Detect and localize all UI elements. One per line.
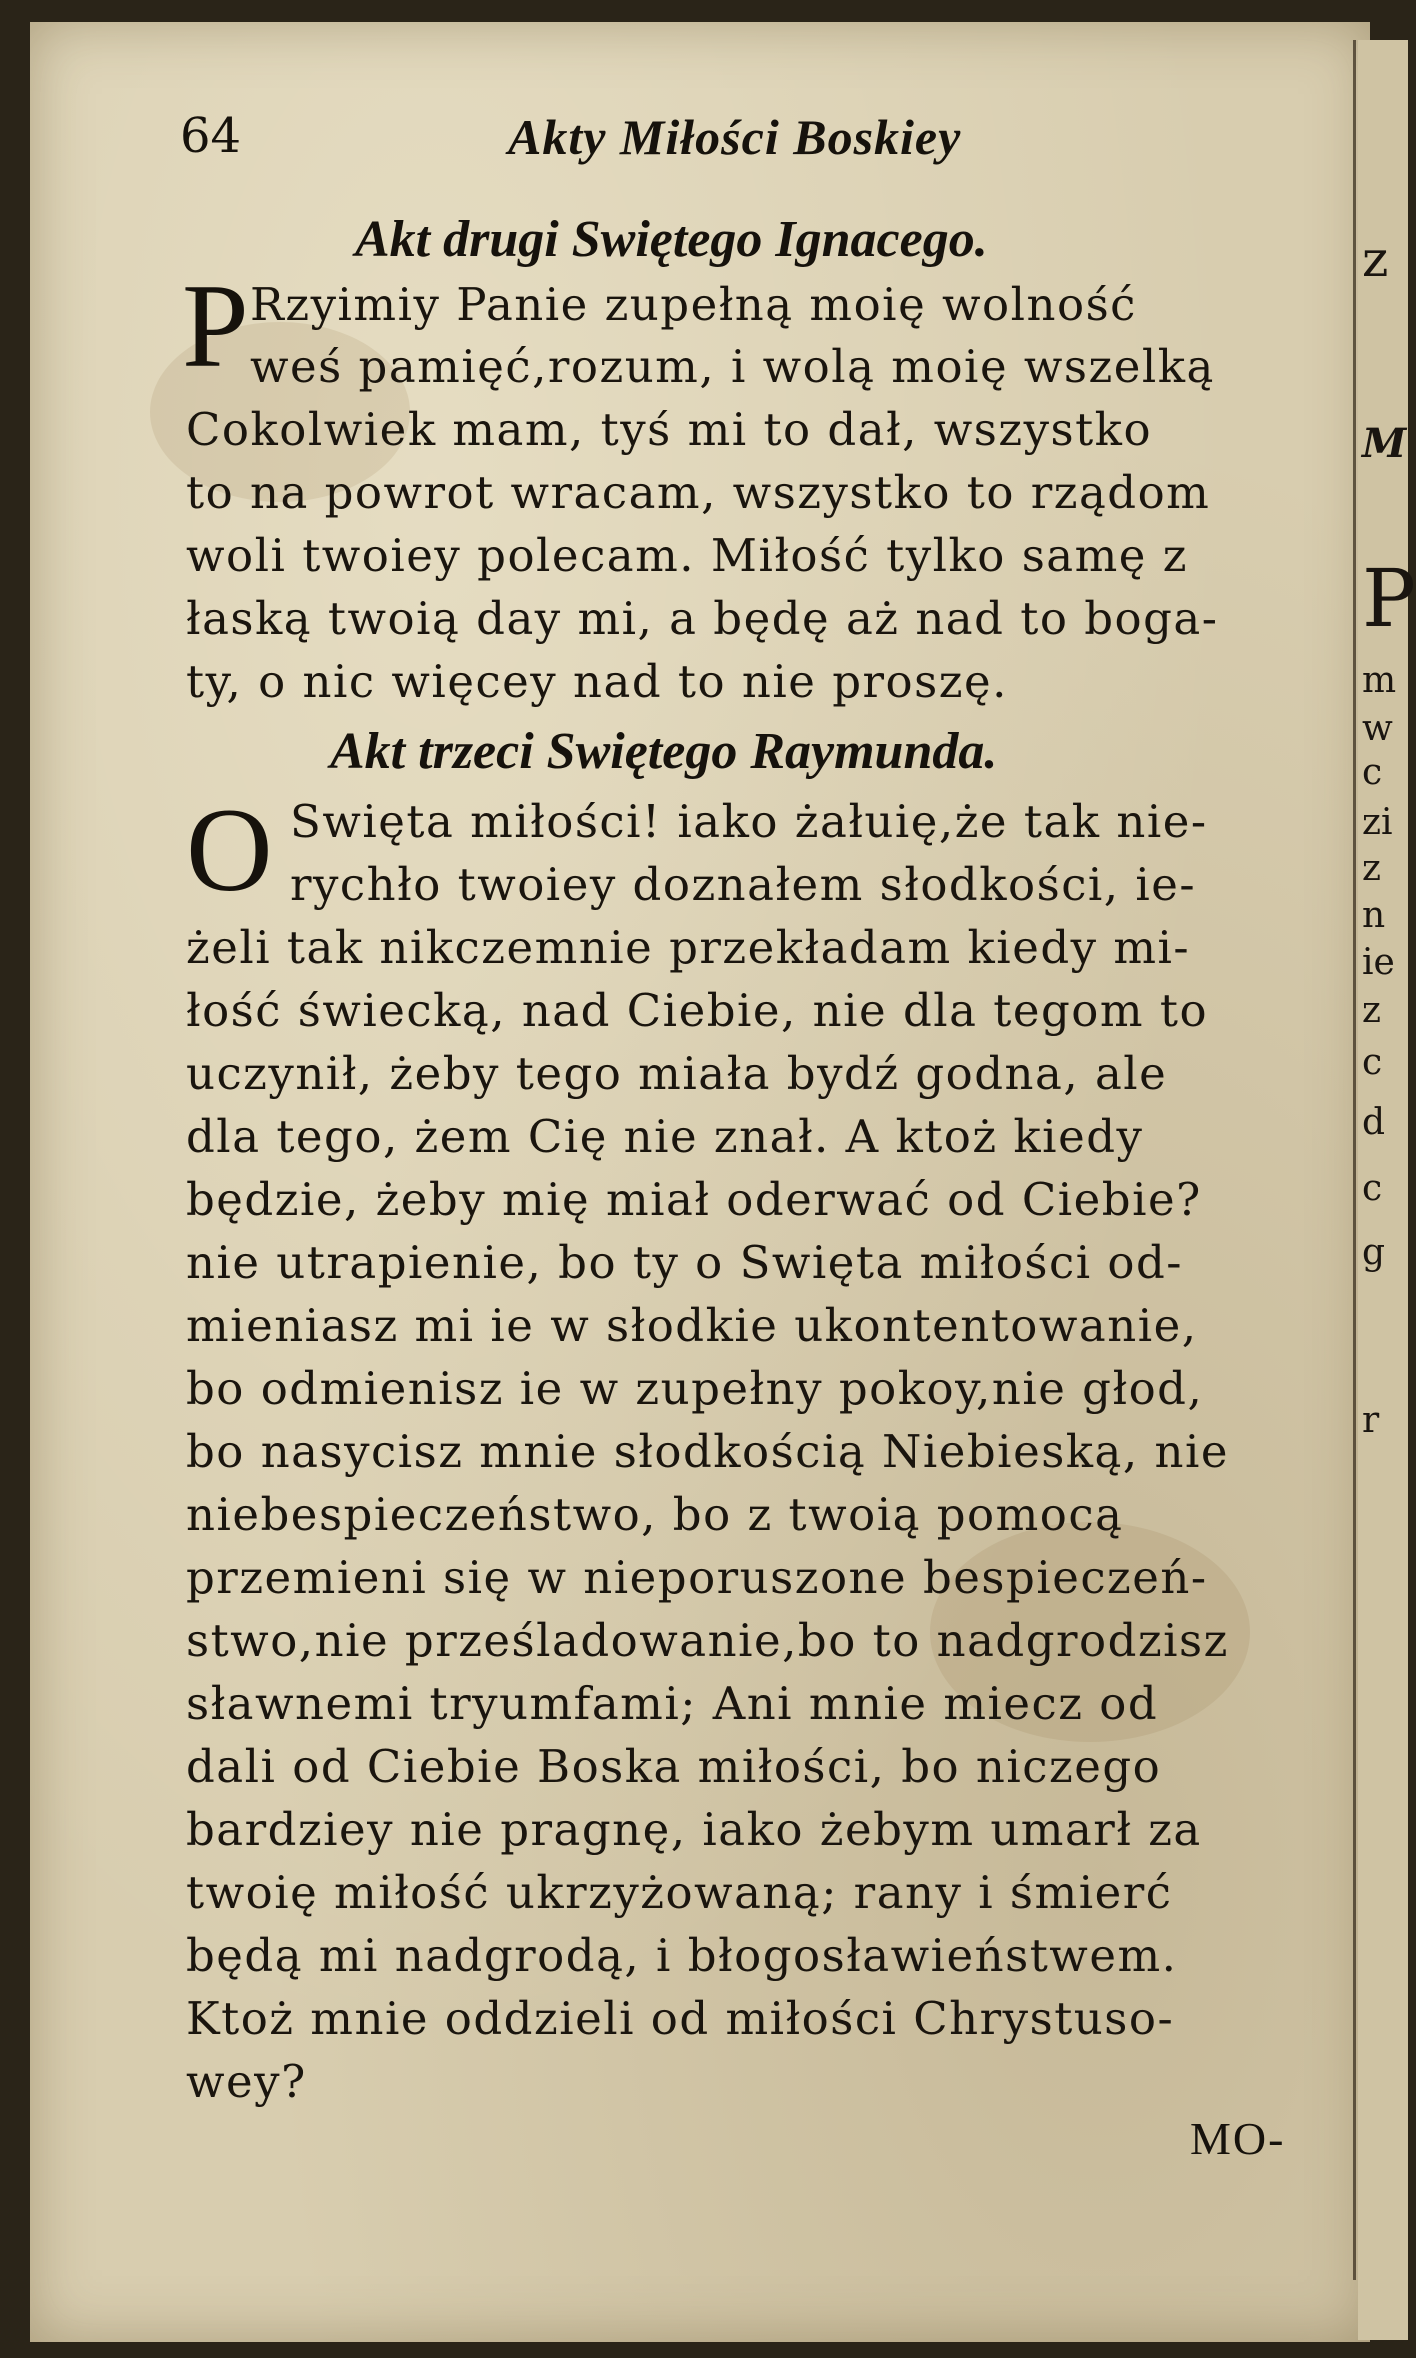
next-page-fragment [1358, 40, 1416, 2340]
fragment-letter: g [1362, 1232, 1386, 1273]
fragment-letter: z [1362, 990, 1381, 1031]
text-line: uczynił, żeby tego miała bydź godna, ale [186, 1047, 1168, 1100]
text-line: bardziey nie pragnę, iako żebym umarł za [186, 1803, 1202, 1856]
text-line: będzie, żeby mię miał oderwać od Ciebie? [186, 1173, 1202, 1226]
text-line: mieniasz mi ie w słodkie ukontentowanie, [186, 1299, 1198, 1352]
text-line: dla tego, żem Cię nie znał. A ktoż kiedy [186, 1110, 1144, 1163]
fragment-letter: P [1362, 552, 1416, 645]
fragment-letter: d [1362, 1102, 1386, 1143]
page-number: 64 [180, 108, 242, 164]
text-line: weś pamięć,rozum, i wolą moię wszelką [250, 340, 1215, 393]
text-line: rychło twoiey doznałem słodkości, ie- [290, 858, 1197, 911]
fragment-letter: c [1362, 752, 1383, 793]
text-line: ty, o nic więcey nad to nie proszę. [186, 655, 1008, 708]
running-title: Akty Miłości Boskiey [508, 109, 962, 165]
text-line: niebespieczeństwo, bo z twoią pomocą [186, 1488, 1124, 1541]
fragment-letter: M [1362, 420, 1407, 467]
text-line: woli twoiey polecam. Miłość tylko samę z [186, 529, 1188, 582]
text-line: Swięta miłości! iako żałuię,że tak nie- [290, 795, 1208, 848]
text-line: twoię miłość ukrzyżowaną; rany i śmierć [186, 1866, 1173, 1919]
fragment-letter: z [1362, 848, 1381, 889]
catchword: MO- [1190, 2113, 1286, 2164]
fragment-letter: ie [1362, 942, 1395, 983]
text-line: bo odmienisz ie w zupełny pokoy,nie głod, [186, 1362, 1204, 1415]
drop-capital-2: O [186, 783, 273, 916]
page-header [180, 108, 1180, 178]
text-line: nie utrapienie, bo ty o Swięta miłości od- [186, 1236, 1183, 1289]
fragment-letter: c [1362, 1168, 1383, 1209]
fragment-letter: zi [1362, 802, 1393, 843]
drop-capital-1: P [182, 259, 249, 392]
text-line: wey? [186, 2055, 307, 2108]
fragment-letter: r [1362, 1400, 1380, 1441]
text-line: łość świecką, nad Ciebie, nie dla tegom to [186, 984, 1209, 1037]
fragment-letter: z [1362, 230, 1389, 288]
section-heading-2: Akt trzeci Swiętego Raymunda. [330, 723, 998, 780]
text-line: Rzyimiy Panie zupełną moię wolność [250, 278, 1137, 331]
text-line: dali od Ciebie Boska miłości, bo niczego [186, 1740, 1162, 1793]
text-line: stwo,nie prześladowanie,bo to nadgrodzisz [186, 1614, 1229, 1667]
text-line: sławnemi tryumfami; Ani mnie miecz od [186, 1677, 1159, 1730]
fragment-letter: w [1362, 708, 1393, 749]
text-line: przemieni się w nieporuszone bespieczeń- [186, 1551, 1208, 1604]
text-line: Cokolwiek mam, tyś mi to dał, wszystko [186, 403, 1153, 456]
text-line: żeli tak nikczemnie przekładam kiedy mi- [186, 921, 1191, 974]
text-line: to na powrot wracam, wszystko to rządom [186, 466, 1211, 519]
fragment-letter: m [1362, 660, 1397, 701]
fragment-letter: c [1362, 1042, 1383, 1083]
text-line: Ktoż mnie oddzieli od miłości Chrystuso- [186, 1992, 1175, 2045]
text-line: bo nasycisz mnie słodkością Niebieską, nie [186, 1425, 1230, 1478]
section-heading-1: Akt drugi Swiętego Ignacego. [355, 211, 988, 268]
text-line: łaską twoią day mi, a będę aż nad to boga- [186, 592, 1219, 645]
fragment-letter: n [1362, 895, 1386, 936]
page-gutter [1353, 40, 1356, 2280]
text-line: będą mi nadgrodą, i błogosławieństwem. [186, 1929, 1178, 1982]
